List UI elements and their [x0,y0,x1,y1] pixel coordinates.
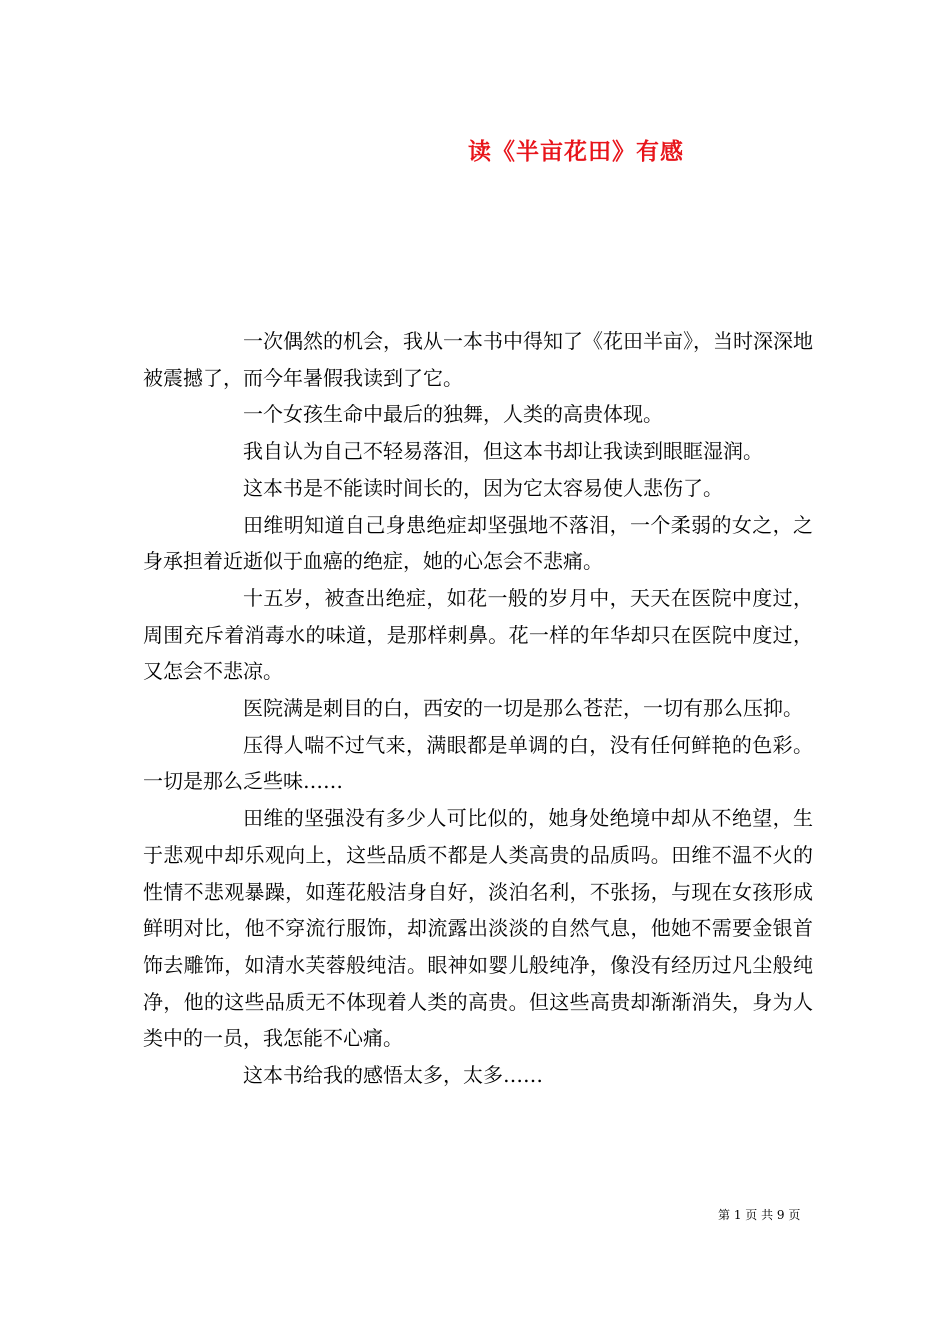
page-number: 第 1 页 共 9 页 [718,1208,801,1222]
document-body [143,323,813,1094]
paragraph: 医院满是刺目的白，西安的一切是那么苍茫，一切有那么压抑。 [243,696,803,721]
paragraph: 田维明知道自己身患绝症却坚强地不落泪，一个柔弱的女之，之身承担着近逝似于血癌的绝症，她的心怎会不悲痛。 [143,512,813,574]
paragraph: 田维的坚强没有多少人可比似的，她身处绝境中却从不绝望，生于悲观中却乐观向上，这些品质不都是人类高贵的品质吗。田维不温不火的性情不悲观暴躁，如莲花般洁身自好，淡泊名利，不张扬，与现在女孩形成鲜明对比，他不穿流行服饰，却流露出淡淡的自然气息，他她不需要金银首饰去雕饰，如清水芙蓉般纯洁。眼神如婴儿般纯净，像没有经历过凡尘般纯净，他的这些品质无不体现着人类的高贵。但这些高贵却渐渐消失，身为人类中的一员，我怎能不心痛。 [143,806,813,1051]
document-title: 读《半亩花田》有感 [468,138,684,165]
paragraph: 这本书给我的感悟太多，太多…… [243,1063,543,1088]
paragraph: 十五岁，被查出绝症，如花一般的岁月中，天天在医院中度过，周围充斥着消毒水的味道，是那样刺鼻。花一样的年华却只在医院中度过，又怎会不悲凉。 [143,585,813,684]
paragraph: 这本书是不能读时间长的，因为它太容易使人悲伤了。 [243,475,723,500]
paragraph: 一次偶然的机会，我从一本书中得知了《花田半亩》，当时深深地被震撼了，而今年暑假我读到了它。 [143,329,813,390]
paragraph: 压得人喘不过气来，满眼都是单调的白，没有任何鲜艳的色彩。一切是那么乏些味…… [143,732,813,794]
paragraph: 一个女孩生命中最后的独舞，人类的高贵体现。 [243,402,663,427]
paragraph: 我自认为自己不轻易落泪，但这本书却让我读到眼眶湿润。 [243,439,763,464]
